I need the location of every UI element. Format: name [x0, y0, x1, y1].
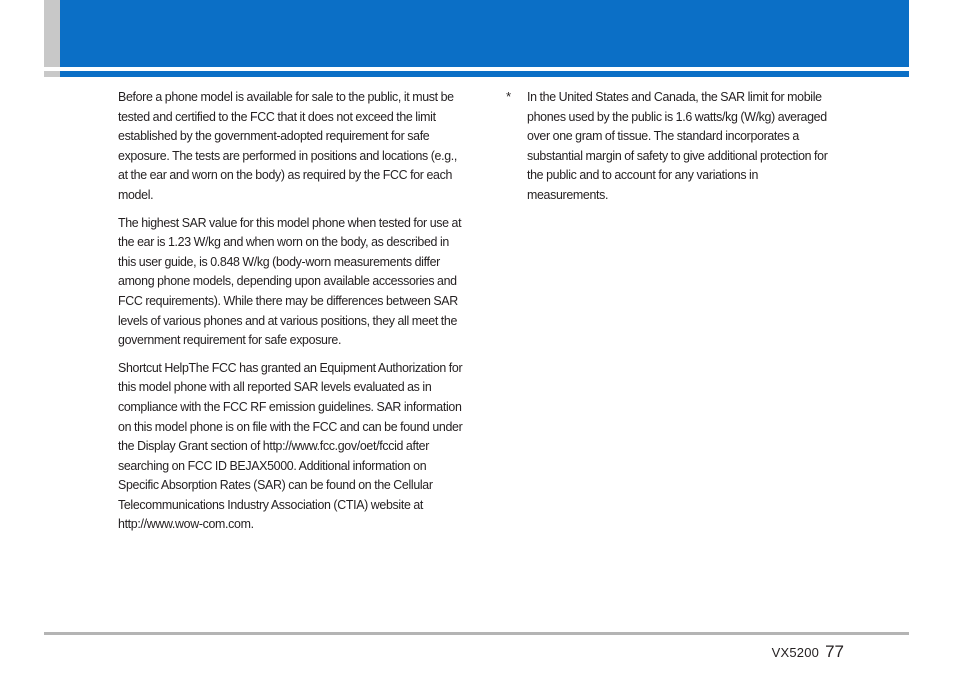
model-name: VX5200 — [771, 645, 820, 660]
page-footer — [772, 642, 844, 662]
footnote — [506, 87, 851, 205]
paragraph-fcc-certification: Before a phone model is available for sale to the public, it must be tested and certified to the FCC that it does not exceed the limit established by the government-adopted requirement for safe exposure. The tests are performed in positions and locations (e.g., at the ear and worn on the body) as required by the FCC for each model. — [118, 89, 458, 202]
header-side-block — [44, 0, 60, 67]
footer-rule — [44, 632, 909, 635]
footnote-marker: * — [506, 89, 512, 104]
page-number: 77 — [825, 642, 844, 661]
paragraph-equipment-authorization: Shortcut HelpThe FCC has granted an Equipment Authorization for this model phone with all reported SAR levels evaluated as in compliance with the FCC RF emission guidelines. SAR information on this model phone is on file with the FCC and can be found under the Display Grant section of http://www.fcc.gov/oet/fccid after searching on FCC ID BEJAX5000. Additional information on Specific Absorption Rates (SAR) can be found on the Cellular Telecommunications Industry Association (CTIA) website at http://www.wow-com.com. — [118, 359, 463, 532]
header-rule-side — [44, 71, 60, 77]
header-rule — [60, 71, 909, 77]
right-column — [506, 87, 851, 205]
left-column — [118, 87, 466, 542]
header-banner — [60, 0, 909, 67]
paragraph-sar-values: The highest SAR value for this model phone when tested for use at the ear is 1.23 W/kg and when worn on the body, as described in this user guide, is 0.848 W/kg (body-worn measurements differ among phone models, depending upon available accessories and FCC requirements). While there may be differences between SAR levels of various phones and at various positions, they all meet the government requirement for safe exposure. — [118, 214, 462, 348]
footnote-text: In the United States and Canada, the SAR limit for mobile phones used by the public is 1.6 watts/kg (W/kg) averaged over one gram of tissue. The standard incorporates a substantial margin of safety to give additional protection for the public and to account for any variations in measurements. — [527, 89, 828, 202]
